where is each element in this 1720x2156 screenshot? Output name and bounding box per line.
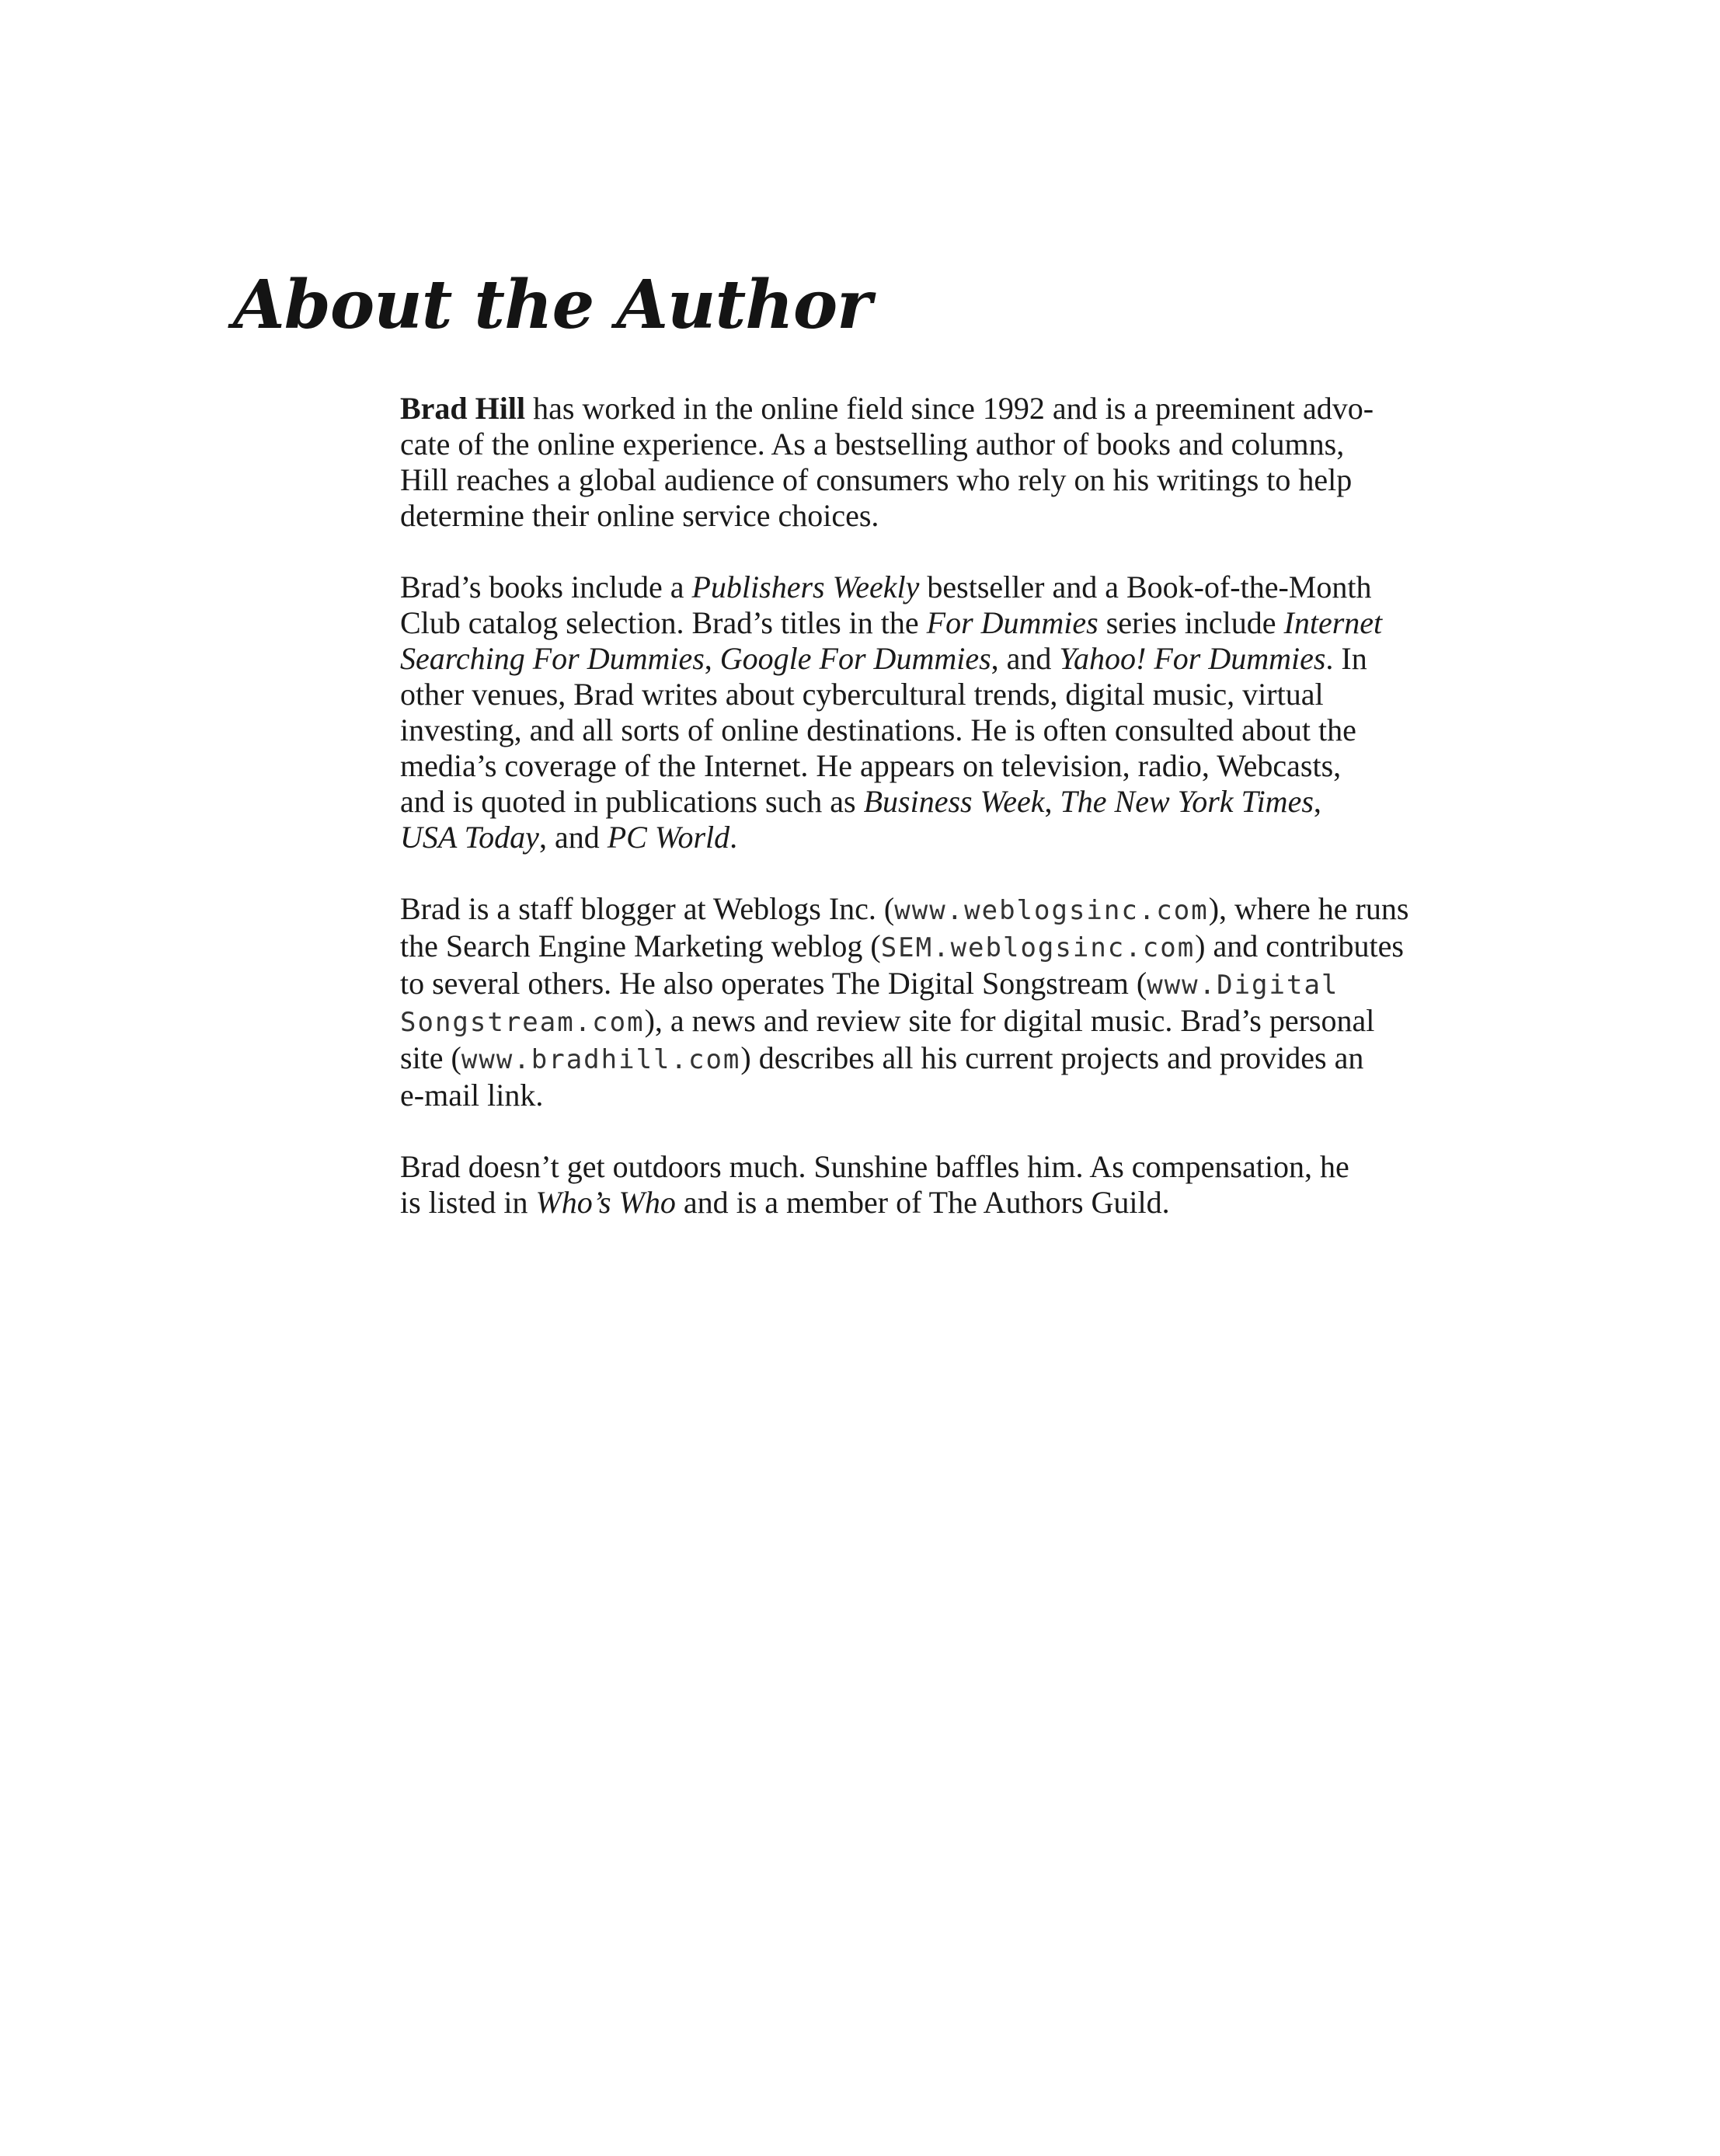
text-line: Brad is a staff blogger at Weblogs Inc. (www.weblogsinc.com), where he runs	[400, 891, 1409, 926]
bio-paragraph-books	[400, 569, 1495, 855]
book-title: Google For Dummies	[719, 641, 991, 676]
publication-title: Business Week	[863, 784, 1045, 819]
text-line: Searching For Dummies, Google For Dummies, and Yahoo! For Dummies. In	[400, 641, 1367, 676]
series-title: For Dummies	[926, 605, 1099, 640]
text-line: Brad Hill has worked in the online field since 1992 and is a preeminent advo-	[400, 391, 1374, 426]
book-title: Yahoo! For Dummies	[1059, 641, 1326, 676]
text-line: the Search Engine Marketing weblog (SEM.weblogsinc.com) and contributes	[400, 928, 1404, 963]
text-line: cate of the online experience. As a bestselling author of books and columns,	[400, 427, 1345, 462]
text-line: media’s coverage of the Internet. He appears on television, radio, Webcasts,	[400, 748, 1342, 783]
personal-site-url: www.bradhill.com	[461, 1044, 741, 1075]
publication-title: The New York Times	[1060, 784, 1314, 819]
text-line: USA Today, and PC World.	[400, 820, 738, 855]
text-line: site (www.bradhill.com) describes all his current projects and provides an	[400, 1040, 1364, 1075]
text-line: e-mail link.	[400, 1078, 544, 1113]
book-title: Searching For Dummies	[400, 641, 705, 676]
text-line: Brad doesn’t get outdoors much. Sunshine baffles him. As compensation, he	[400, 1149, 1349, 1184]
text-line: Songstream.com), a news and review site for digital music. Brad’s personal	[400, 1003, 1375, 1038]
text-line: Hill reaches a global audience of consumers who rely on his writings to help	[400, 462, 1353, 497]
text-line: and is quoted in publications such as Business Week, The New York Times,	[400, 784, 1321, 819]
bio-paragraph-personal	[400, 1149, 1495, 1221]
publication-title: USA Today	[400, 820, 539, 855]
text-line: Brad’s books include a Publishers Weekly bestseller and a Book-of-the-Month	[400, 569, 1372, 604]
text-line: Club catalog selection. Brad’s titles in the For Dummies series include Internet	[400, 605, 1383, 640]
text-line: to several others. He also operates The Digital Songstream (www.Digital	[400, 966, 1339, 1001]
text-line: is listed in Who’s Who and is a member of The Authors Guild.	[400, 1185, 1170, 1220]
weblogsinc-url: www.weblogsinc.com	[894, 895, 1209, 926]
publication-title: Publishers Weekly	[691, 569, 920, 604]
book-title: Internet	[1283, 605, 1383, 640]
bio-paragraph-intro	[400, 391, 1495, 534]
text-line: investing, and all sorts of online destinations. He is often consulted about the	[400, 712, 1356, 747]
publication-title: PC World	[607, 820, 730, 855]
sem-weblog-url: SEM.weblogsinc.com	[880, 932, 1196, 963]
author-bio	[400, 391, 1495, 1221]
digital-songstream-url: www.Digital	[1147, 970, 1339, 1001]
page-title: About the Author	[233, 266, 872, 344]
author-name: Brad Hill	[400, 391, 526, 426]
publication-title: Who’s Who	[535, 1185, 676, 1220]
text-line: other venues, Brad writes about cybercultural trends, digital music, virtual	[400, 677, 1324, 712]
bio-paragraph-blogging	[400, 891, 1495, 1113]
text-line: determine their online service choices.	[400, 498, 879, 533]
digital-songstream-url: Songstream.com	[400, 1007, 645, 1038]
